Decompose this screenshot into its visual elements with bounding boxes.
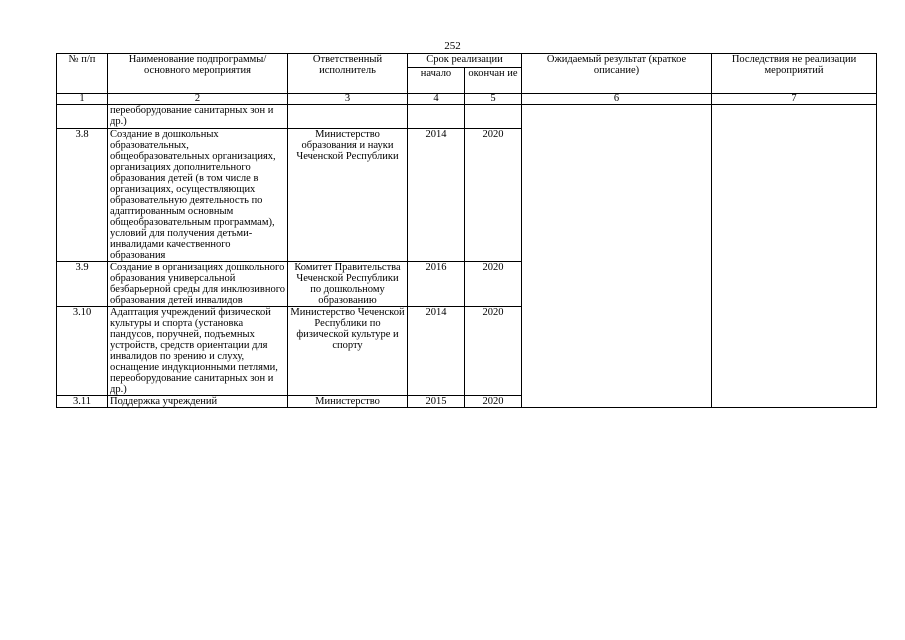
cell-start: 2014 [408, 129, 465, 262]
page-number: 252 [444, 40, 461, 52]
cell-result [522, 105, 712, 408]
cell-responsible [288, 105, 408, 129]
column-number: 1 [57, 94, 108, 105]
cell-start [408, 105, 465, 129]
cell-num: 3.8 [57, 129, 108, 262]
cell-num: 3.10 [57, 307, 108, 396]
header-consequences: Последствия не реализации мероприятий [712, 54, 877, 94]
cell-end [465, 105, 522, 129]
column-number: 3 [288, 94, 408, 105]
cell-name: переоборудование санитарных зон и др.) [108, 105, 288, 129]
cell-consequences [712, 105, 877, 408]
cell-name: Поддержка учреждений [108, 396, 288, 408]
cell-num: 3.11 [57, 396, 108, 408]
cell-start: 2015 [408, 396, 465, 408]
column-numbers-row [57, 94, 877, 105]
cell-end: 2020 [465, 129, 522, 262]
cell-name: Адаптация учреждений физической культуры и спорта (установка пандусов, поручней, подъемных устройств, средств ориентации для инвалидов по зрению и слуху, оснащение индукционными петлями, переоборудование санитарных зон и др.) [108, 307, 288, 396]
column-number: 6 [522, 94, 712, 105]
cell-responsible: Министерство образования и науки Чеченской Республики [288, 129, 408, 262]
cell-name: Создание в организациях дошкольного образования универсальной безбарьерной среды для инклюзивного образования детей инвалидов [108, 262, 288, 307]
cell-num [57, 105, 108, 129]
cell-end: 2020 [465, 307, 522, 396]
column-number: 5 [465, 94, 522, 105]
header-responsible: Ответственный исполнитель [288, 54, 408, 94]
column-number: 4 [408, 94, 465, 105]
header-num: № п/п [57, 54, 108, 94]
header-name: Наименование подпрограммы/ основного мероприятия [108, 54, 288, 94]
column-number: 2 [108, 94, 288, 105]
cell-responsible: Министерство [288, 396, 408, 408]
cell-start: 2014 [408, 307, 465, 396]
cell-end: 2020 [465, 262, 522, 307]
cell-responsible: Министерство Чеченской Республики по физической культуре и спорту [288, 307, 408, 396]
cell-responsible: Комитет Правительства Чеченской Республики по дошкольному образованию [288, 262, 408, 307]
header-end: окончан ие [465, 68, 522, 94]
header-start: начало [408, 68, 465, 94]
table-row-continuation [57, 105, 877, 129]
column-number: 7 [712, 94, 877, 105]
cell-start: 2016 [408, 262, 465, 307]
cell-num: 3.9 [57, 262, 108, 307]
measures-table [56, 53, 877, 408]
header-period: Срок реализации [408, 54, 522, 68]
header-result: Ожидаемый результат (краткое описание) [522, 54, 712, 94]
cell-name: Создание в дошкольных образовательных, общеобразовательных организациях, организациях дополнительного образования детей (в том числе в организациях, осуществляющих образовательную деятельность по адаптированным основным общеобразовательным программам), условий для получения детьми-инвалидами качественного образования [108, 129, 288, 262]
cell-end: 2020 [465, 396, 522, 408]
